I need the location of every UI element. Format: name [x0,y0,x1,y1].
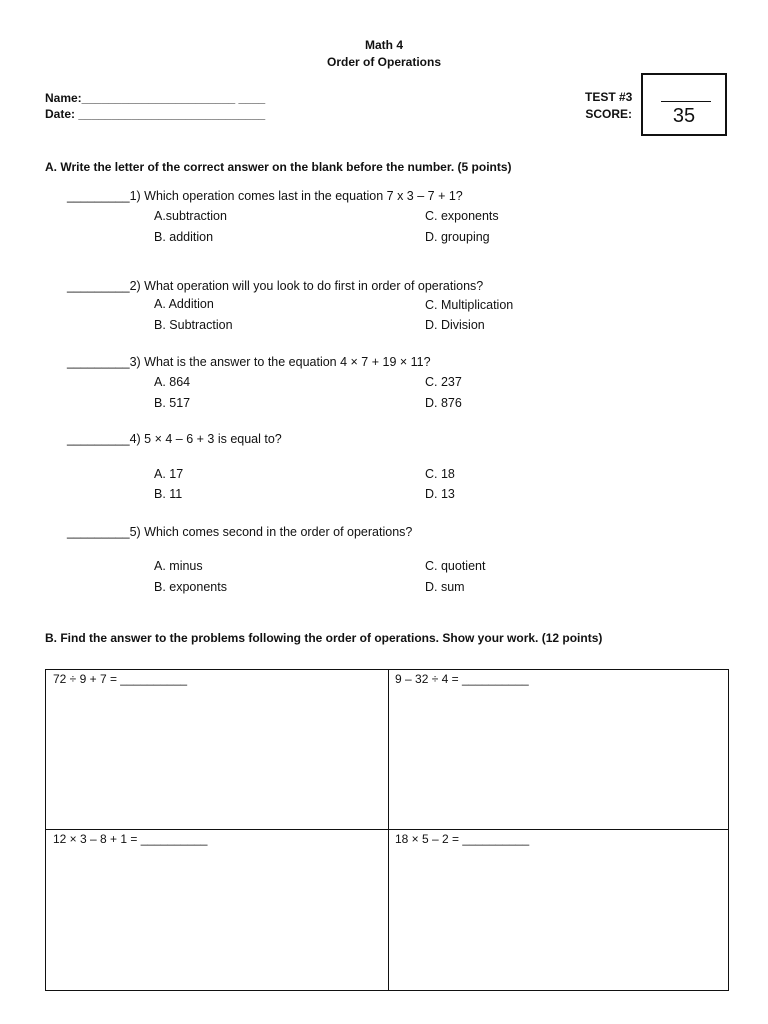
q3-option-a: A. 864 [154,375,191,389]
problem-4: 18 × 5 – 2 = __________ [395,832,530,846]
q1-option-d: D. grouping [425,230,490,244]
question-3: _________3) What is the answer to the equation 4 × 7 + 19 × 11? [67,355,431,369]
q2-option-a: A. Addition [154,297,214,311]
question-2: _________2) What operation will you look to do first in order of operations? [67,279,484,293]
course-title: Math 4 [364,38,403,52]
problem-1: 72 ÷ 9 + 7 = __________ [53,672,188,686]
score-blank-line [661,101,711,102]
q5-option-d: D. sum [425,580,465,594]
score-box [641,73,727,136]
q4-option-b: B. 11 [154,487,183,501]
q3-option-b: B. 517 [154,396,191,410]
score-total: 35 [672,105,696,127]
name-field: Name:_______________________ ____ [45,91,266,105]
q5-option-b: B. exponents [154,580,227,594]
q2-option-c: C. Multiplication [425,298,514,312]
question-1: _________1) Which operation comes last in the equation 7 x 3 – 7 + 1? [67,189,463,203]
q5-option-c: C. quotient [425,559,486,573]
q3-option-c: C. 237 [425,375,462,389]
q4-option-d: D. 13 [425,487,455,501]
q2-option-b: B. Subtraction [154,318,233,332]
q1-option-b: B. addition [154,230,214,244]
page-title: Order of Operations [326,55,442,69]
q5-option-a: A. minus [154,559,203,573]
q4-option-c: C. 18 [425,467,455,481]
q4-option-a: A. 17 [154,467,184,481]
score-label: SCORE: [585,107,632,121]
problem-3: 12 × 3 – 8 + 1 = __________ [53,832,208,846]
test-number: TEST #3 [585,90,633,104]
question-5: _________5) Which comes second in the order of operations? [67,525,413,539]
date-field: Date: ____________________________ [45,107,266,121]
problem-2: 9 – 32 ÷ 4 = __________ [395,672,529,686]
q1-option-c: C. exponents [425,209,499,223]
q1-option-a: A.subtraction [154,209,227,223]
question-4: _________4) 5 × 4 – 6 + 3 is equal to? [67,432,282,446]
work-grid [45,669,729,991]
section-a-heading: A. Write the letter of the correct answer on the blank before the number. (5 points) [45,160,512,174]
section-b-heading: B. Find the answer to the problems following the order of operations. Show your work. (12 points) [45,631,603,645]
q2-option-d: D. Division [425,318,485,332]
q3-option-d: D. 876 [425,396,462,410]
